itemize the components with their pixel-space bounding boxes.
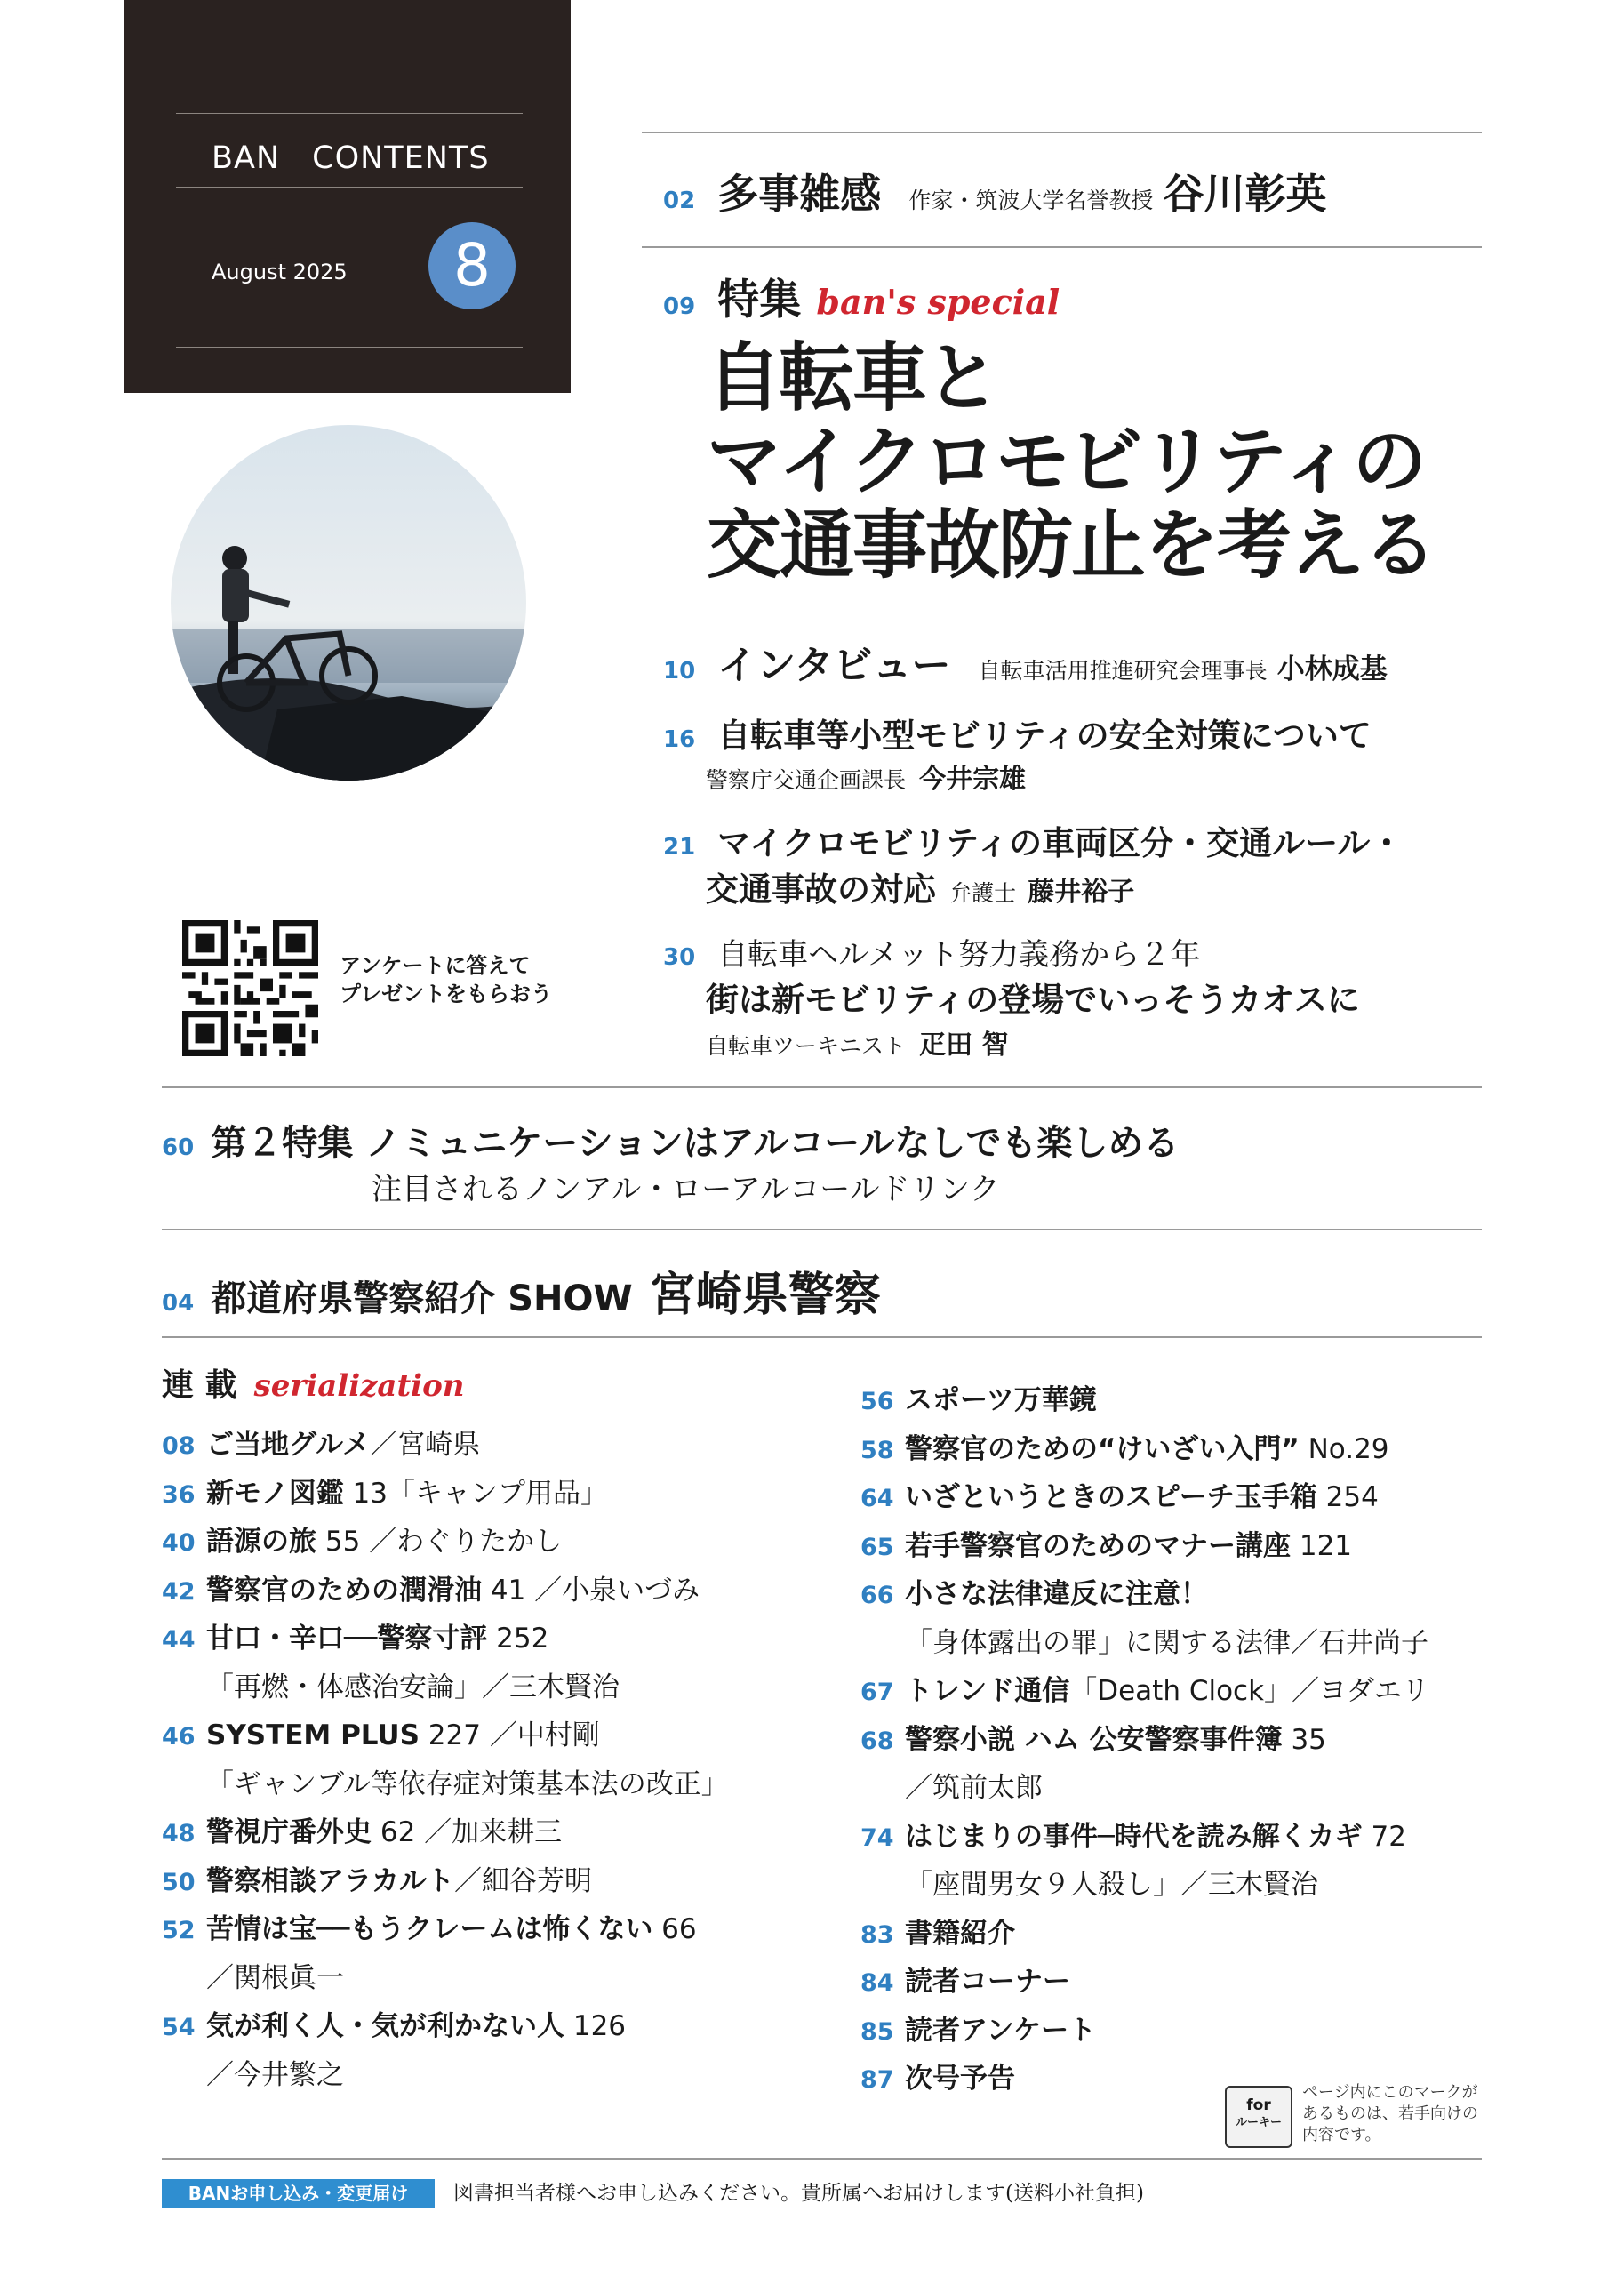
page-number: 42 xyxy=(162,1577,196,1606)
header-rule xyxy=(176,347,523,348)
page-number: 58 xyxy=(860,1436,894,1464)
page-number: 21 xyxy=(663,834,696,861)
toc-entry[interactable] xyxy=(663,162,1326,220)
serial-item[interactable] xyxy=(162,1567,729,1615)
entry-highlight: 宮崎県警察 xyxy=(649,1269,881,1322)
author-name: 藤井裕子 xyxy=(1028,877,1135,908)
serial-item[interactable] xyxy=(860,1861,1429,1910)
serial-item[interactable] xyxy=(860,1473,1429,1522)
serial-item[interactable] xyxy=(860,1958,1429,2007)
contents-header xyxy=(124,0,571,393)
serial-item[interactable] xyxy=(162,1808,729,1857)
serial-detail: 41 ／小泉いづみ xyxy=(482,1574,700,1607)
rookie-badge-text: ルーキー xyxy=(1235,2116,1282,2129)
page-number: 84 xyxy=(860,1969,894,1997)
entry-title: 街は新モビリティの登場でいっそうカオスに xyxy=(706,981,1360,1019)
issue-date: August 2025 xyxy=(212,260,348,284)
serial-detail: ／筑前太郎 xyxy=(905,1772,1043,1804)
page-number: 64 xyxy=(860,1485,894,1512)
author-name: 小林成基 xyxy=(1276,653,1388,685)
author-role: 弁護士 xyxy=(949,880,1017,906)
headline-line: 交通事故防止を考える xyxy=(707,501,1436,589)
divider xyxy=(162,2158,1482,2160)
serial-detail: 121 xyxy=(1291,1529,1353,1562)
entry-title: 第２特集 ノミュニケーションはアルコールなしでも楽しめる xyxy=(211,1123,1180,1164)
serial-item[interactable] xyxy=(162,1421,729,1470)
page-number: 85 xyxy=(860,2017,894,2046)
serial-title: 読者アンケート xyxy=(905,2014,1097,2047)
page-number: 04 xyxy=(162,1290,195,1317)
survey-caption xyxy=(340,951,552,1008)
serial-title: 次号予告 xyxy=(905,2063,1015,2095)
issue-number-badge: 8 xyxy=(428,222,516,309)
entry-subtitle: 注目されるノンアル・ローアルコールドリンク xyxy=(372,1172,1000,1207)
serial-item[interactable] xyxy=(860,1619,1429,1668)
serial-item[interactable] xyxy=(162,1857,729,1906)
serial-item[interactable] xyxy=(860,1570,1429,1619)
serial-title: スポーツ万華鏡 xyxy=(905,1384,1097,1416)
entry-title: 特集 xyxy=(717,276,802,325)
toc-entry-special2[interactable] xyxy=(162,1115,1179,1166)
serial-title: ご当地グルメ xyxy=(206,1429,371,1461)
header-title: BAN CONTENTS xyxy=(212,140,490,176)
page-number: 08 xyxy=(162,1432,196,1460)
author-role: 作家・筑波大学名誉教授 xyxy=(908,188,1154,213)
subscription-text: 図書担当者様へお申し込みください。貴所属へお届けします(送料小社負担) xyxy=(453,2182,1144,2205)
page-number: 16 xyxy=(663,726,696,753)
toc-entry[interactable] xyxy=(663,709,1372,757)
entry-title: 交通事故の対応 xyxy=(706,870,936,909)
serial-item[interactable] xyxy=(860,1522,1429,1571)
entry-title: マイクロモビリティの車両区分・交通ルール・ xyxy=(717,824,1404,862)
rookie-badge-text: for xyxy=(1246,2096,1271,2114)
page-number: 09 xyxy=(663,293,696,320)
author-role: 自転車ツーキニスト xyxy=(706,1033,907,1059)
divider xyxy=(162,1229,1482,1230)
rookie-note-line: あるものは、若手向けの xyxy=(1302,2104,1478,2123)
serial-item[interactable] xyxy=(162,2002,729,2051)
page-number: 56 xyxy=(860,1388,894,1415)
serial-title: 新モノ図鑑 xyxy=(206,1477,344,1510)
serial-detail: ／細谷芳明 xyxy=(454,1864,592,1897)
serial-detail: ／今井繁之 xyxy=(206,2058,344,2091)
page-number: 60 xyxy=(162,1134,195,1161)
page-number: 44 xyxy=(162,1626,196,1654)
serial-item[interactable] xyxy=(860,1716,1429,1765)
serial-item[interactable] xyxy=(162,1615,729,1663)
header-rule xyxy=(176,113,523,114)
page-number: 02 xyxy=(663,188,696,214)
toc-entry[interactable] xyxy=(663,816,1403,864)
toc-entry-byline xyxy=(706,1022,1009,1062)
headline-line: マイクロモビリティの xyxy=(707,418,1426,505)
serial-title: 語源の旅 xyxy=(206,1526,316,1558)
page-number: 54 xyxy=(162,2014,196,2041)
page-number: 10 xyxy=(663,658,696,685)
divider xyxy=(162,1086,1482,1088)
special-script-label: ban's special xyxy=(816,282,1060,322)
author-role: 自転車活用推進研究会理事長 xyxy=(978,658,1268,684)
page-number: 48 xyxy=(162,1820,196,1847)
serial-item[interactable] xyxy=(860,1764,1429,1813)
serial-detail: ／関根眞一 xyxy=(206,1961,344,1994)
page-number: 50 xyxy=(162,1868,196,1896)
entry-title: 自転車等小型モビリティの安全対策について xyxy=(717,717,1372,755)
serial-title: トレンド通信 xyxy=(905,1675,1070,1707)
page-number: 30 xyxy=(663,944,696,971)
serial-detail: 72 xyxy=(1362,1820,1406,1853)
page-number: 36 xyxy=(162,1480,196,1509)
serial-item[interactable] xyxy=(162,1954,729,2003)
toc-entry-line2 xyxy=(706,862,1134,910)
serial-title: 気が利く人・気が利かない人 xyxy=(206,2010,564,2042)
serial-script-label: serialization xyxy=(253,1368,465,1404)
serial-list-right xyxy=(860,1376,1429,2104)
toc-entry-byline xyxy=(706,757,1026,796)
entry-title: インタビュー xyxy=(717,643,951,688)
toc-entry[interactable] xyxy=(663,930,1200,974)
serial-list-left xyxy=(162,1421,729,2099)
special-headline xyxy=(707,336,1436,587)
serial-detail: 13「キャンプ用品」 xyxy=(343,1477,609,1510)
divider xyxy=(642,132,1482,133)
author-role: 警察庁交通企画課長 xyxy=(706,767,907,793)
toc-entry-special[interactable] xyxy=(663,267,1060,326)
serial-detail: 「身体露出の罪」に関する法律／石井尚子 xyxy=(905,1626,1428,1659)
page-number: 67 xyxy=(860,1679,894,1706)
serial-item[interactable] xyxy=(860,1425,1429,1474)
serial-item[interactable] xyxy=(860,1910,1429,1959)
serial-detail: 126 xyxy=(564,2010,627,2042)
serial-label: 連 載 xyxy=(162,1367,237,1404)
serialization-header xyxy=(162,1360,464,1406)
page-number: 83 xyxy=(860,1920,894,1949)
serial-detail: 35 xyxy=(1282,1723,1326,1756)
serial-detail: 「ギャンブル等依存症対策基本法の改正」 xyxy=(206,1767,729,1800)
serial-title: 警察相談アラカルト xyxy=(206,1864,454,1897)
divider xyxy=(642,246,1482,248)
serial-detail: 254 xyxy=(1316,1481,1379,1513)
serial-title: 警察官のための“けいざい入門” xyxy=(905,1432,1300,1465)
serial-item[interactable] xyxy=(162,2051,729,2100)
serial-detail: 55 ／わぐりたかし xyxy=(316,1526,563,1558)
serial-detail: 「再燃・体感治安論」／三木賢治 xyxy=(206,1671,620,1703)
rookie-note xyxy=(1302,2082,1478,2146)
serial-title: 警察官のための潤滑油 xyxy=(206,1574,482,1607)
serial-detail: 252 xyxy=(487,1623,549,1655)
serial-title: 警察小説 ハム 公安警察事件簿 xyxy=(905,1723,1283,1756)
toc-entry-police[interactable] xyxy=(162,1257,881,1324)
entry-title: 都道府県警察紹介 SHOW xyxy=(211,1278,633,1319)
page-number: 40 xyxy=(162,1529,196,1557)
divider xyxy=(162,1336,1482,1338)
rookie-mark-icon xyxy=(1225,2086,1292,2148)
serial-detail: 「座間男女９人殺し」／三木賢治 xyxy=(905,1869,1318,1901)
serial-item[interactable] xyxy=(162,1663,729,1712)
serial-detail: 227 ／中村剛 xyxy=(419,1719,600,1751)
rookie-note-line: ページ内にこのマークが xyxy=(1302,2083,1478,2102)
headline-line: 自転車と xyxy=(707,334,999,421)
serial-item[interactable] xyxy=(162,1760,729,1809)
serial-item[interactable] xyxy=(860,1667,1429,1716)
author-name: 谷川彰英 xyxy=(1163,170,1327,218)
header-rule xyxy=(176,187,523,188)
serial-detail: 62 ／加来耕三 xyxy=(372,1816,563,1848)
serial-detail: 「Death Clock」／ヨダエリ xyxy=(1069,1675,1430,1707)
cyclist-photo xyxy=(171,425,526,781)
serial-title: 苦情は宝──もうクレームは怖くない xyxy=(206,1913,653,1945)
serial-title: 小さな法律違反に注意！ xyxy=(905,1578,1208,1610)
serial-title: 警視庁番外史 xyxy=(206,1816,372,1848)
author-name: 今井宗雄 xyxy=(919,764,1027,795)
serial-title: 若手警察官のためのマナー講座 xyxy=(905,1529,1291,1562)
page-number: 46 xyxy=(162,1723,196,1751)
serial-title: いざというときのスピーチ玉手箱 xyxy=(905,1481,1317,1513)
serial-item[interactable] xyxy=(162,1711,729,1760)
serial-item[interactable] xyxy=(860,1813,1429,1862)
serial-item[interactable] xyxy=(860,1376,1429,1425)
entry-title: 自転車ヘルメット努力義務から２年 xyxy=(717,937,1201,973)
survey-caption-line: プレゼントをもらおう xyxy=(340,982,553,1006)
subscription-tag: BANお申し込み・変更届け xyxy=(162,2179,435,2208)
page-number: 52 xyxy=(162,1917,196,1944)
page-number: 74 xyxy=(860,1823,894,1852)
page-number: 65 xyxy=(860,1533,894,1561)
survey-caption-line: アンケートに答えて xyxy=(340,953,531,978)
serial-title: SYSTEM PLUS xyxy=(206,1719,420,1751)
page-number: 87 xyxy=(860,2066,894,2094)
author-name: 疋田 智 xyxy=(919,1030,1009,1061)
serial-item[interactable] xyxy=(162,1470,729,1519)
serial-title: 読者コーナー xyxy=(905,1966,1070,1998)
serial-detail: 66 xyxy=(652,1913,697,1945)
page-number: 68 xyxy=(860,1727,894,1755)
rookie-note-line: 内容です。 xyxy=(1302,2126,1381,2144)
serial-title: 甘口・辛口──警察寸評 xyxy=(206,1623,488,1655)
survey-qr-code[interactable] xyxy=(182,920,318,1056)
serial-title: はじまりの事件─時代を読み解くカギ xyxy=(905,1820,1363,1853)
entry-title: 多事雑感 xyxy=(717,170,882,218)
serial-detail: No.29 xyxy=(1299,1432,1389,1465)
serial-item[interactable] xyxy=(162,1518,729,1567)
serial-detail: ／宮崎県 xyxy=(370,1429,481,1461)
serial-title: 書籍紹介 xyxy=(905,1917,1015,1950)
page-number: 66 xyxy=(860,1582,894,1609)
serial-item[interactable] xyxy=(860,2007,1429,2056)
toc-entry[interactable] xyxy=(663,633,1388,690)
serial-item[interactable] xyxy=(162,1905,729,1954)
